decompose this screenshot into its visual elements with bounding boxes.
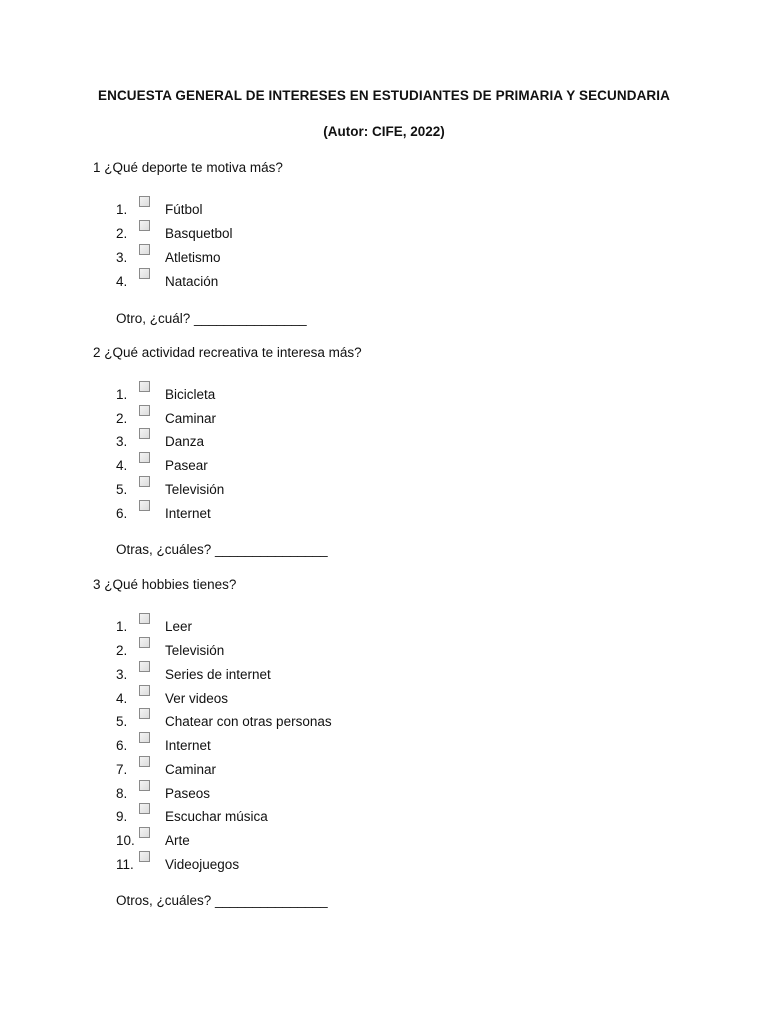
option-number: 6. — [116, 506, 128, 521]
option-label: Ver videos — [165, 691, 229, 706]
option-label: Danza — [165, 434, 205, 449]
checkbox[interactable] — [139, 268, 150, 279]
checkbox[interactable] — [139, 220, 150, 231]
option-number: 1. — [116, 387, 128, 402]
checkbox[interactable] — [139, 685, 150, 696]
option-number: 11. — [116, 857, 134, 872]
option-label: Internet — [165, 506, 211, 521]
option-label: Series de internet — [165, 667, 271, 682]
option-number: 5. — [116, 482, 128, 497]
page-title: ENCUESTA GENERAL DE INTERESES EN ESTUDIANTES DE PRIMARIA Y SECUNDARIA — [98, 88, 670, 103]
checkbox[interactable] — [139, 452, 150, 463]
option-number: 7. — [116, 762, 128, 777]
option-number: 8. — [116, 786, 128, 801]
checkbox[interactable] — [139, 851, 150, 862]
checkbox[interactable] — [139, 613, 150, 624]
option-label: Basquetbol — [165, 226, 233, 241]
page-subtitle: (Autor: CIFE, 2022) — [323, 124, 445, 139]
question-2-text: 2 ¿Qué actividad recreativa te interesa más? — [93, 345, 362, 360]
option-label: Atletismo — [165, 250, 221, 265]
question-3-other-field[interactable]: Otros, ¿cuáles? _______________ — [116, 893, 328, 908]
checkbox[interactable] — [139, 381, 150, 392]
option-number: 4. — [116, 274, 128, 289]
question-3-text: 3 ¿Qué hobbies tienes? — [93, 577, 237, 592]
checkbox[interactable] — [139, 827, 150, 838]
option-label: Escuchar música — [165, 809, 268, 824]
checkbox[interactable] — [139, 708, 150, 719]
checkbox[interactable] — [139, 196, 150, 207]
checkbox[interactable] — [139, 500, 150, 511]
checkbox[interactable] — [139, 803, 150, 814]
option-label: Televisión — [165, 482, 225, 497]
option-label: Caminar — [165, 762, 217, 777]
option-label: Natación — [165, 274, 219, 289]
option-label: Arte — [165, 833, 190, 848]
checkbox[interactable] — [139, 476, 150, 487]
option-number: 6. — [116, 738, 128, 753]
option-label: Televisión — [165, 643, 225, 658]
option-number: 3. — [116, 667, 128, 682]
option-number: 5. — [116, 714, 128, 729]
checkbox[interactable] — [139, 732, 150, 743]
option-label: Caminar — [165, 411, 217, 426]
option-label: Bicicleta — [165, 387, 216, 402]
checkbox[interactable] — [139, 661, 150, 672]
checkbox[interactable] — [139, 244, 150, 255]
option-number: 1. — [116, 202, 128, 217]
option-label: Paseos — [165, 786, 211, 801]
option-label: Pasear — [165, 458, 208, 473]
checkbox[interactable] — [139, 428, 150, 439]
option-number: 2. — [116, 226, 128, 241]
option-label: Chatear con otras personas — [165, 714, 332, 729]
option-number: 3. — [116, 250, 128, 265]
option-number: 9. — [116, 809, 128, 824]
option-number: 1. — [116, 619, 128, 634]
option-label: Leer — [165, 619, 193, 634]
option-number: 4. — [116, 691, 128, 706]
option-label: Internet — [165, 738, 211, 753]
question-1-text: 1 ¿Qué deporte te motiva más? — [93, 160, 283, 175]
option-number: 2. — [116, 411, 128, 426]
question-1-other-field[interactable]: Otro, ¿cuál? _______________ — [116, 311, 307, 326]
checkbox[interactable] — [139, 637, 150, 648]
option-number: 3. — [116, 434, 128, 449]
option-label: Fútbol — [165, 202, 203, 217]
checkbox[interactable] — [139, 405, 150, 416]
option-number: 4. — [116, 458, 128, 473]
checkbox[interactable] — [139, 780, 150, 791]
question-2-other-field[interactable]: Otras, ¿cuáles? _______________ — [116, 542, 328, 557]
option-number: 10. — [116, 833, 135, 848]
checkbox[interactable] — [139, 756, 150, 767]
option-number: 2. — [116, 643, 128, 658]
option-label: Videojuegos — [165, 857, 240, 872]
